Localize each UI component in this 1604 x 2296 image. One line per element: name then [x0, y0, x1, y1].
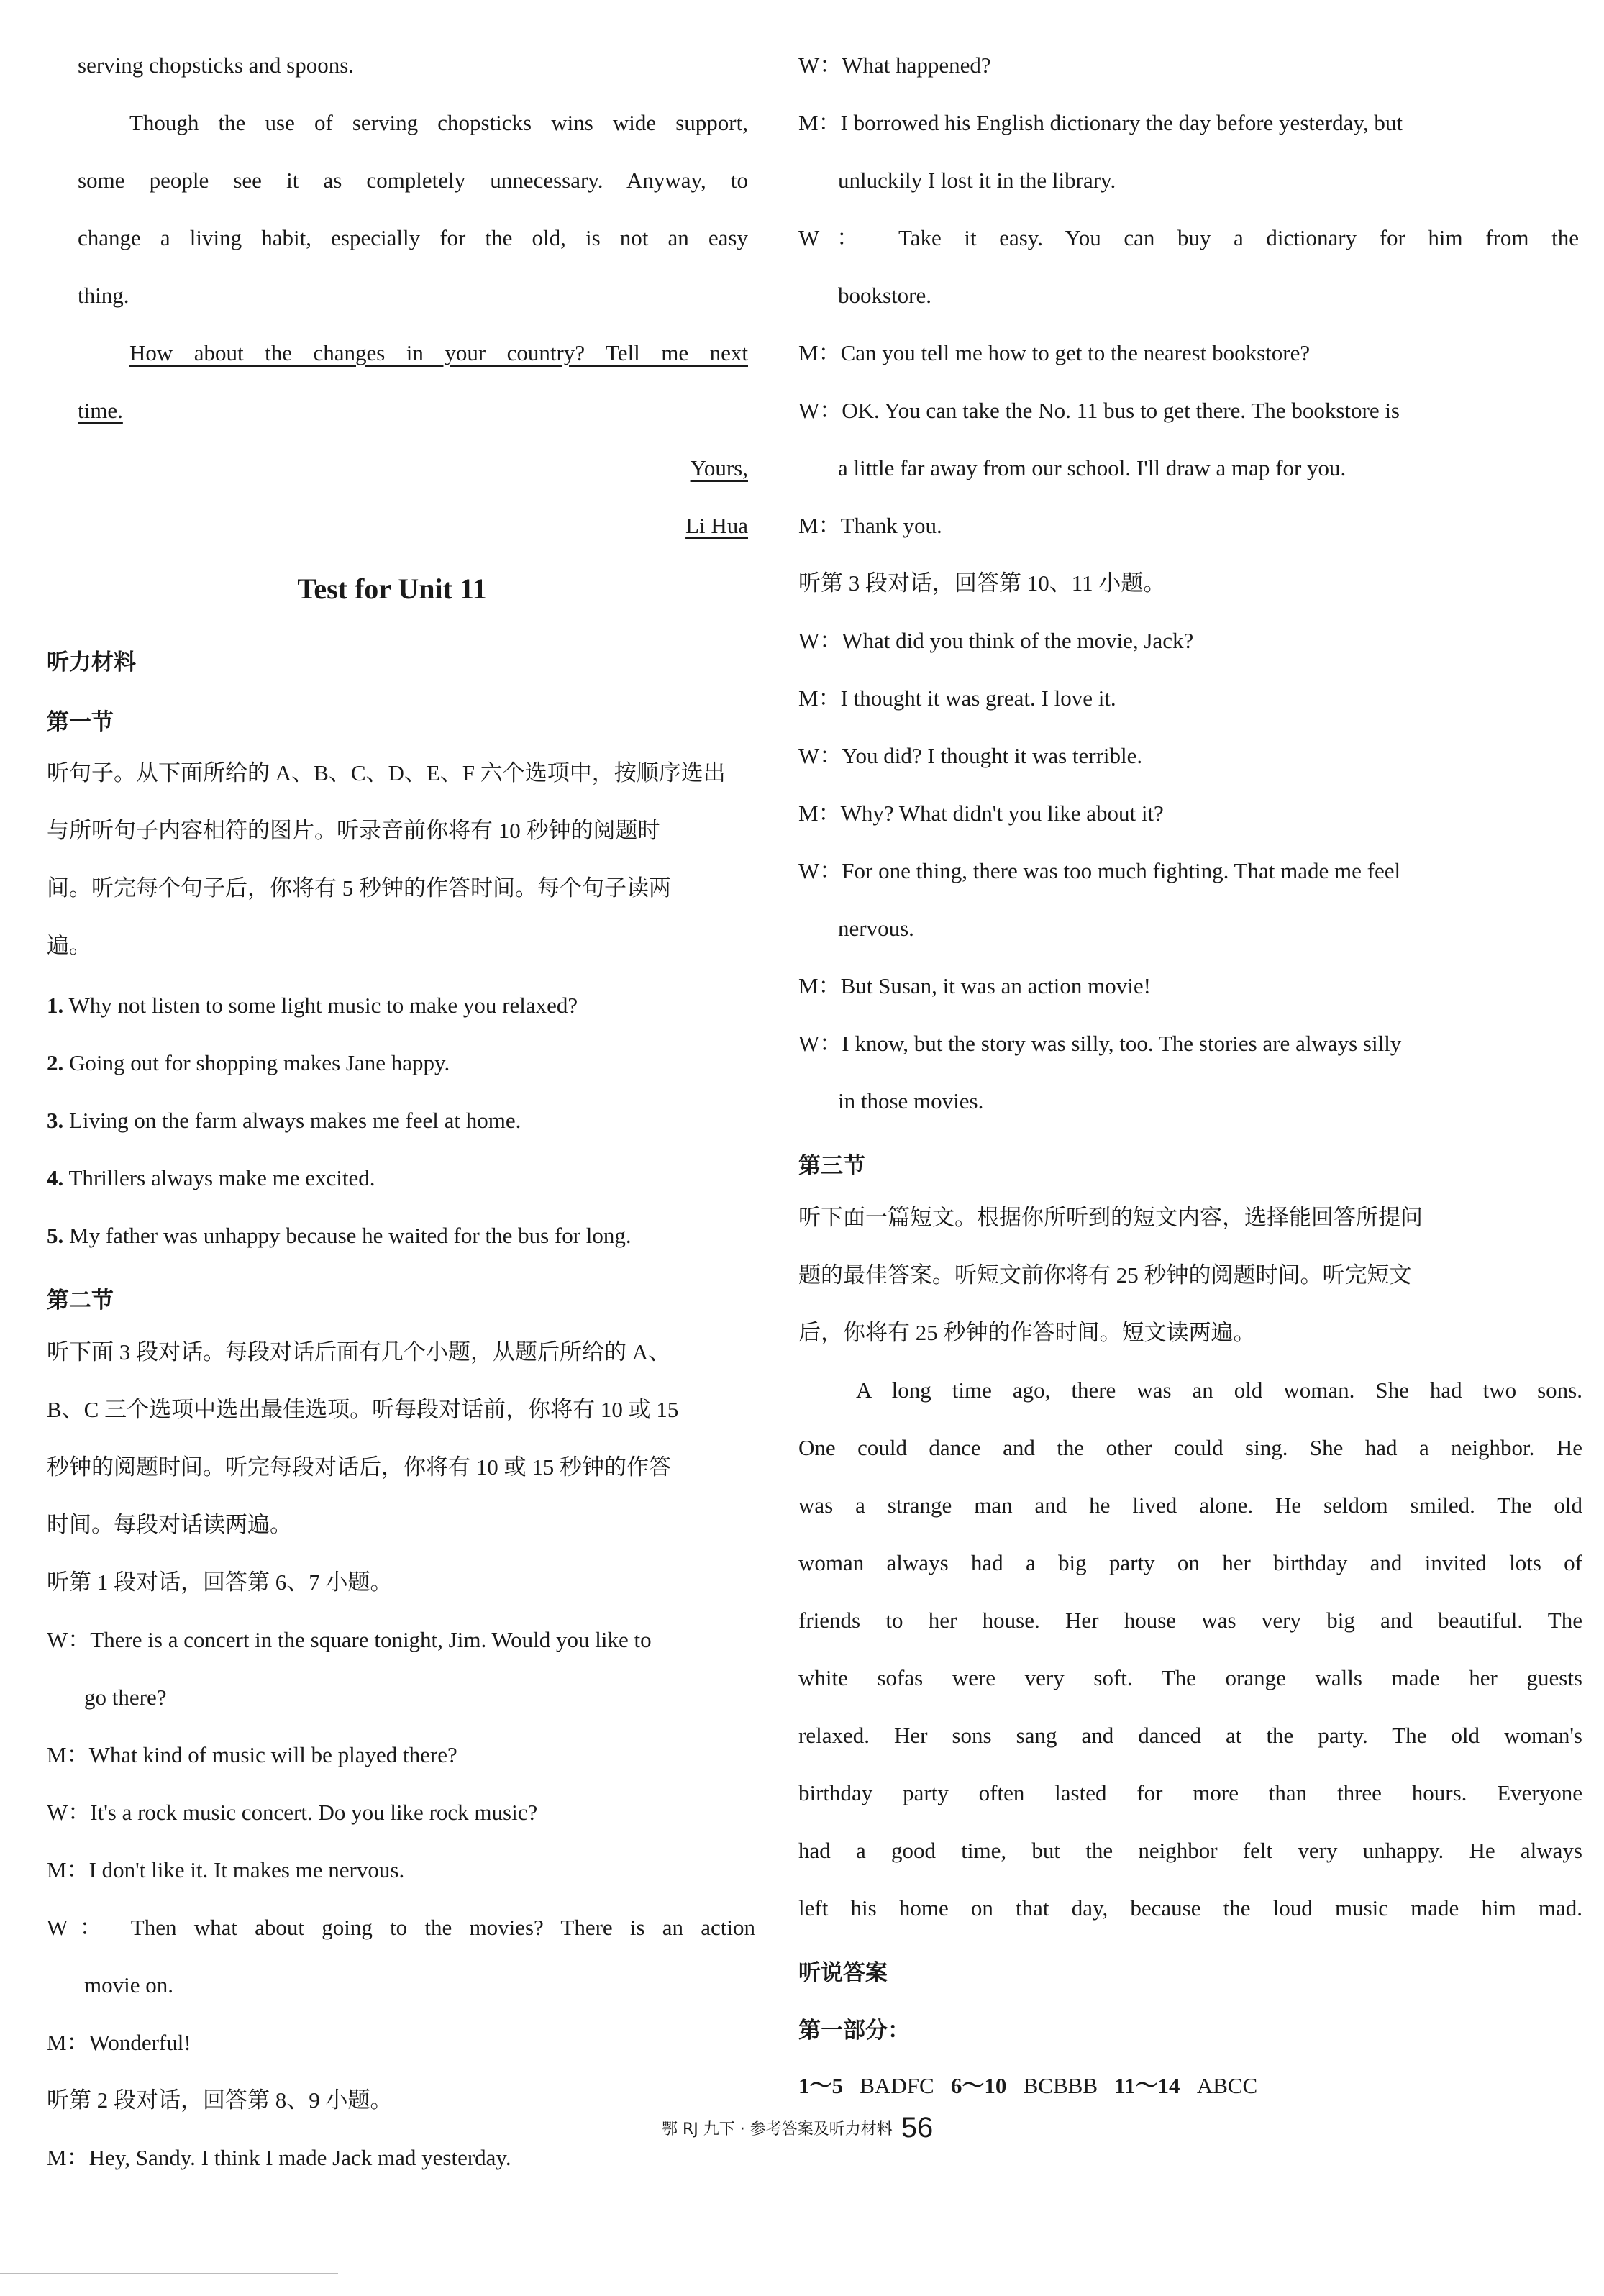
bottom-rule — [0, 2273, 338, 2274]
item-number: 2. — [47, 1050, 64, 1075]
passage-line: had a good time, but the neighbor felt very unhappy. He always — [798, 1838, 1582, 1863]
page-footer — [662, 2112, 933, 2144]
passage-line: One could dance and the other could sing. She had a neighbor. He — [798, 1435, 1582, 1460]
section-heading-part1: 第一部分： — [798, 2018, 910, 2044]
passage-line: white sofas were very soft. The orange walls made her guests — [798, 1665, 1582, 1690]
answer-range: 1～5 — [798, 2073, 843, 2098]
page-title: Test for Unit 11 — [297, 573, 487, 605]
instruction-line: 后，你将有 25 秒钟的作答时间。短文读两遍。 — [798, 1320, 1256, 1345]
dialogue-line: W：You did? I thought it was terrible. — [798, 743, 1143, 768]
instruction-line: B、C 三个选项中选出最佳选项。听每段对话前，你将有 10 或 15 — [47, 1397, 679, 1422]
instruction-line: 与所听句子内容相符的图片。听录音前你将有 10 秒钟的阅题时 — [47, 818, 660, 843]
dialogue-line: nervous. — [838, 916, 914, 941]
letter-paragraph-line: How about the changes in your country? Tell me next — [129, 340, 748, 365]
dialogue-line: M：Can you tell me how to get to the nearest bookstore? — [798, 340, 1311, 365]
dialogue-line: W： Take it easy. You can buy a dictionary for him from the — [798, 225, 1579, 250]
page-number: 56 — [901, 2112, 934, 2144]
list-item — [47, 1049, 450, 1078]
dialogue-line: W：For one thing, there was too much fighting. That made me feel — [798, 858, 1401, 883]
dialogue-line: M：But Susan, it was an action movie! — [798, 973, 1151, 998]
passage-line: left his home on that day, because the loud music made him mad. — [798, 1895, 1582, 1921]
instruction-line: 题的最佳答案。听短文前你将有 25 秒钟的阅题时间。听完短文 — [798, 1262, 1412, 1288]
dialogue-line: unluckily I lost it in the library. — [838, 168, 1116, 193]
instruction-line: 秒钟的阅题时间。听完每段对话后，你将有 10 或 15 秒钟的作答 — [47, 1454, 671, 1480]
instruction-line: 间。听完每个句子后，你将有 5 秒钟的作答时间。每个句子读两 — [47, 875, 671, 901]
instruction-line: 遍。 — [47, 933, 91, 958]
letter-paragraph-line: change a living habit, especially for the old, is not an easy — [78, 225, 748, 250]
item-text: Going out for shopping makes Jane happy. — [69, 1050, 450, 1075]
dialogue-intro: 听第 1 段对话，回答第 6、7 小题。 — [47, 1570, 393, 1595]
dialogue-intro: 听第 3 段对话，回答第 10、11 小题。 — [798, 570, 1166, 596]
dialogue-line: W：What did you think of the movie, Jack? — [798, 628, 1194, 653]
section-heading-answers: 听说答案 — [798, 1960, 888, 1986]
answer-value: ABCC — [1196, 2073, 1258, 2098]
dialogue-line: a little far away from our school. I'll draw a map for you. — [838, 455, 1346, 480]
letter-paragraph-line: some people see it as completely unnecessary. Anyway, to — [78, 168, 748, 193]
item-text: My father was unhappy because he waited for the bus for long. — [69, 1223, 632, 1248]
item-number: 1. — [47, 993, 64, 1018]
passage-line: friends to her house. Her house was very big and beautiful. The — [798, 1608, 1582, 1633]
instruction-line: 听下面 3 段对话。每段对话后面有几个小题，从题后所给的 A、 — [47, 1339, 671, 1365]
section-heading-3: 第三节 — [798, 1153, 865, 1179]
section-heading-1: 第一节 — [47, 709, 114, 735]
item-number: 4. — [47, 1165, 64, 1190]
dialogue-line: M：I thought it was great. I love it. — [798, 685, 1116, 711]
instruction-line: 听句子。从下面所给的 A、B、C、D、E、F 六个选项中，按顺序选出 — [47, 760, 726, 785]
dialogue-line: M：I don't like it. It makes me nervous. — [47, 1857, 405, 1882]
instruction-line: 时间。每段对话读两遍。 — [47, 1512, 292, 1537]
item-text: Living on the farm always makes me feel at home. — [69, 1108, 521, 1133]
dialogue-line: in those movies. — [838, 1088, 984, 1113]
list-item — [47, 991, 578, 1020]
passage-line: relaxed. Her sons sang and danced at the party. The old woman's — [798, 1723, 1582, 1748]
dialogue-line: W： Then what about going to the movies? There is an action — [47, 1915, 755, 1940]
list-item — [47, 1221, 632, 1250]
dialogue-line: movie on. — [84, 1972, 173, 1997]
dialogue-line: M：I borrowed his English dictionary the day before yesterday, but — [798, 110, 1403, 135]
dialogue-line: W：There is a concert in the square tonight, Jim. Would you like to — [47, 1627, 652, 1652]
answer-value: BCBBB — [1023, 2073, 1098, 2098]
dialogue-line: W：OK. You can take the No. 11 bus to get there. The bookstore is — [798, 398, 1400, 423]
dialogue-line: M：Why? What didn't you like about it? — [798, 801, 1164, 826]
answer-range: 6～10 — [950, 2073, 1007, 2098]
answer-value: BADFC — [860, 2073, 934, 2098]
passage-line: woman always had a big party on her birthday and invited lots of — [798, 1550, 1582, 1575]
item-number: 5. — [47, 1223, 64, 1248]
section-heading-2: 第二节 — [47, 1288, 114, 1313]
passage-line: birthday party often lasted for more than three hours. Everyone — [798, 1780, 1582, 1805]
dialogue-line: M：Thank you. — [798, 513, 942, 538]
dialogue-line: go there? — [84, 1685, 167, 1710]
dialogue-line: W：What happened? — [798, 53, 991, 78]
letter-paragraph-line: serving chopsticks and spoons. — [78, 53, 355, 78]
footer-label: 鄂 RJ 九下 · 参考答案及听力材料 — [662, 2120, 893, 2138]
letter-paragraph-line: Though the use of serving chopsticks wins wide support, — [129, 110, 748, 135]
dialogue-line: M：What kind of music will be played there? — [47, 1742, 457, 1767]
answer-range: 11～14 — [1114, 2073, 1180, 2098]
letter-closing: Yours, — [690, 455, 748, 480]
item-text: Thrillers always make me excited. — [68, 1165, 375, 1190]
passage-line: A long time ago, there was an old woman. She had two sons. — [856, 1377, 1582, 1403]
letter-signature: Li Hua — [685, 513, 748, 538]
dialogue-line: M：Hey, Sandy. I think I made Jack mad yesterday. — [47, 2145, 511, 2170]
list-item — [47, 1106, 521, 1135]
dialogue-line: bookstore. — [838, 283, 932, 308]
dialogue-line: W：I know, but the story was silly, too. The stories are always silly — [798, 1031, 1402, 1056]
dialogue-line: M：Wonderful! — [47, 2030, 191, 2055]
item-text: Why not listen to some light music to make you relaxed? — [68, 993, 578, 1018]
answer-row — [798, 2072, 1257, 2100]
item-number: 3. — [47, 1108, 64, 1133]
passage-line: was a strange man and he lived alone. He seldom smiled. The old — [798, 1493, 1582, 1518]
letter-paragraph-line: time. — [78, 398, 123, 423]
dialogue-line: W：It's a rock music concert. Do you like rock music? — [47, 1800, 538, 1825]
section-heading-listening: 听力材料 — [47, 650, 136, 675]
list-item — [47, 1164, 375, 1193]
instruction-line: 听下面一篇短文。根据你所听到的短文内容，选择能回答所提问 — [798, 1205, 1423, 1230]
letter-paragraph-line: thing. — [78, 283, 129, 308]
dialogue-intro: 听第 2 段对话，回答第 8、9 小题。 — [47, 2087, 393, 2113]
